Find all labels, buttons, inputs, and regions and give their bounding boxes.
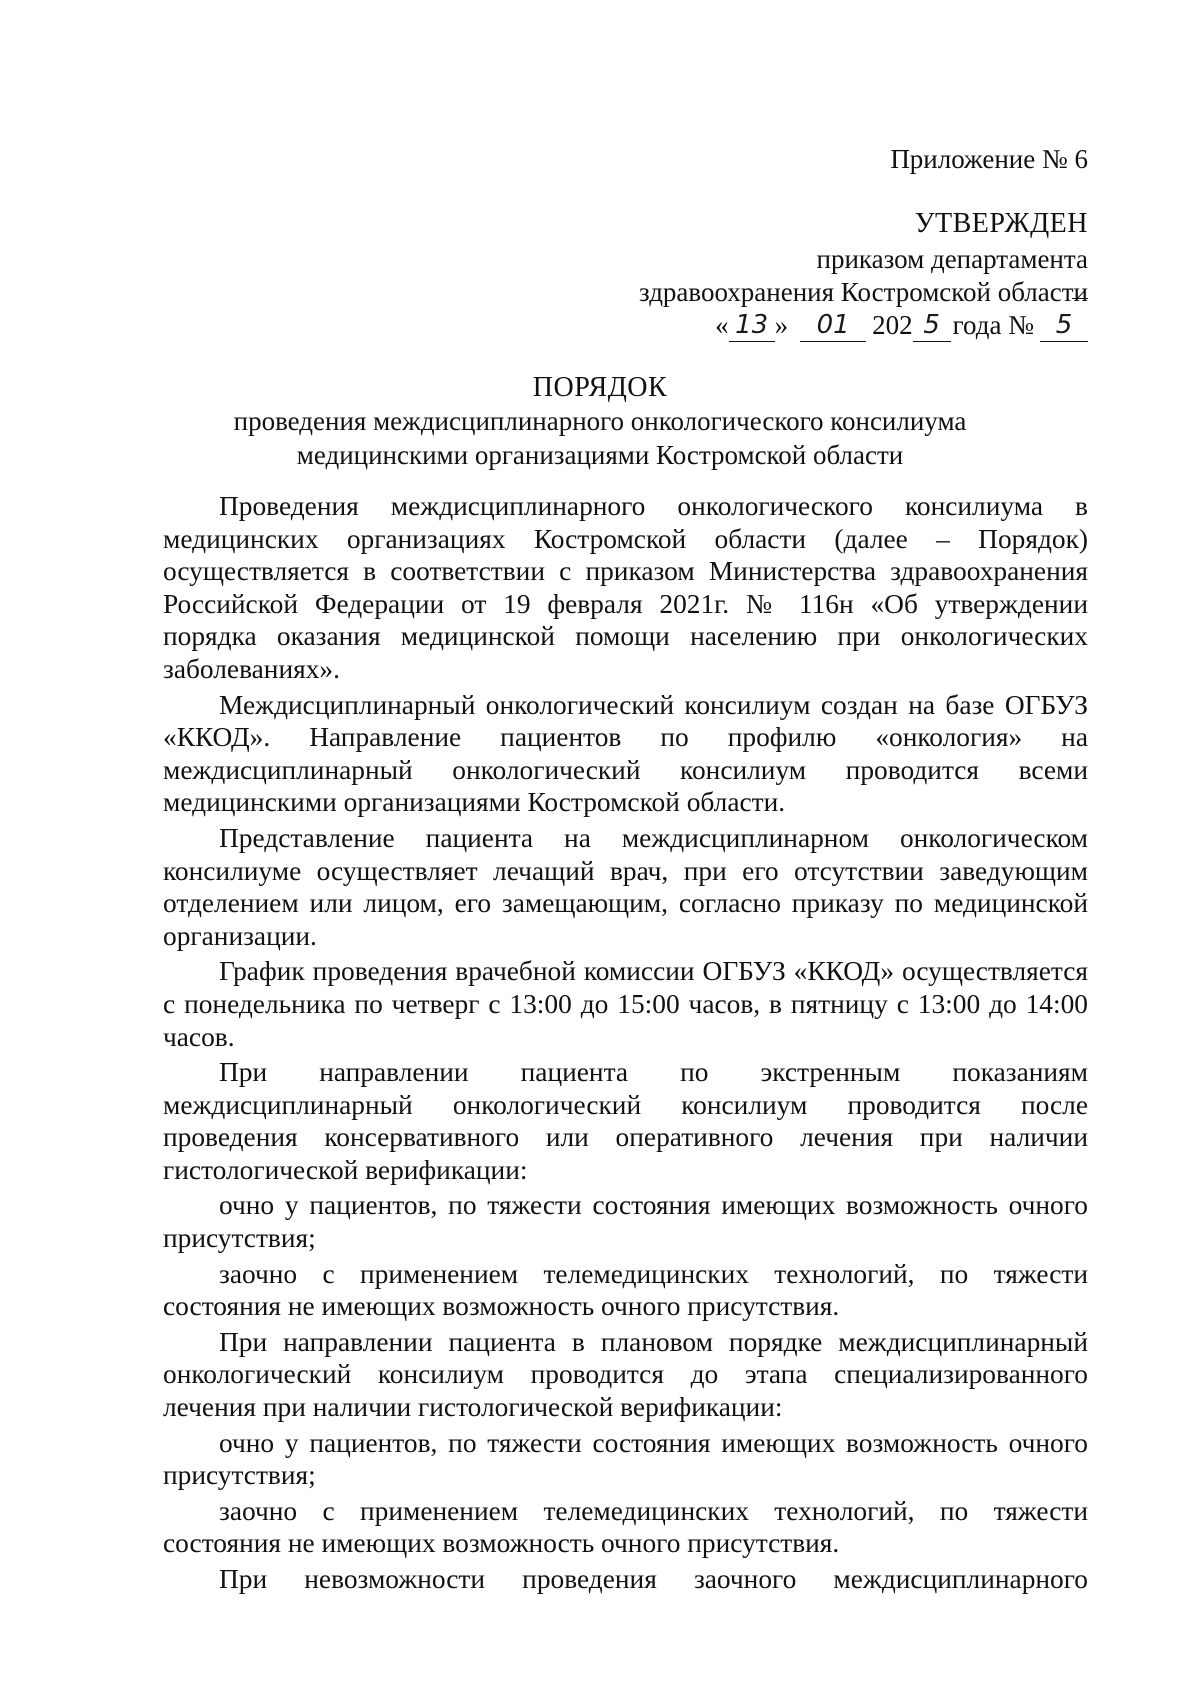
order-line-2: здравоохранения Костромской области: [639, 277, 1088, 307]
date-close-quote: »: [774, 310, 789, 340]
document-subtitle-line-2: медицинскими организациями Костромской области: [296, 440, 904, 470]
paragraph: При направлении пациента по экстренным показаниям междисциплинарный онкологический консилиум проводится после проведения консервативного или оперативного лечения при наличии гистологической верификации:: [163, 1057, 1088, 1185]
document-body: [163, 490, 1088, 1599]
date-day-handwritten: 13: [729, 311, 775, 342]
paragraph: заочно с применением телемедицинских технологий, по тяжести состояния не имеющих возможность очного присутствия.: [163, 1258, 1088, 1322]
document-title: ПОРЯДОК: [532, 372, 668, 403]
signature-underline: [1072, 298, 1088, 299]
order-date-line: [715, 308, 1088, 342]
paragraph: очно у пациентов, по тяжести состояния имеющих возможность очного присутствия;: [163, 1427, 1088, 1491]
paragraph: очно у пациентов, по тяжести состояния имеющих возможность очного присутствия;: [163, 1190, 1088, 1254]
paragraph: При направлении пациента в плановом порядке междисциплинарный онкологический консилиум проводится до этапа специализированного лечения при наличии гистологической верификации:: [163, 1326, 1088, 1423]
order-line-1: приказом департамента: [816, 244, 1088, 274]
annex-number: Приложение № 6: [890, 144, 1088, 174]
paragraph: заочно с применением телемедицинских технологий, по тяжести состояния не имеющих возможность очного присутствия.: [163, 1495, 1088, 1559]
approved-heading: УТВЕРЖДЕН: [914, 208, 1088, 239]
paragraph: Проведения междисциплинарного онкологического консилиума в медицинских организациях Костромской области (далее – Порядок) осуществляется в соответствии с приказом Министерства здравоохранения Российской Федерации от 19 февраля 2021г. № 116н «Об утверждении порядка оказания медицинской помощи населению при онкологических заболеваниях».: [163, 491, 1088, 684]
paragraph: Междисциплинарный онкологический консилиум создан на базе ОГБУЗ «ККОД». Направление пациентов по профилю «онкология» на междисциплинарный онкологический консилиум проводится всеми медицинскими организациями Костромской области.: [163, 689, 1088, 818]
paragraph: График проведения врачебной комиссии ОГБУЗ «ККОД» осуществляется с понедельника по четверг с 13:00 до 15:00 часов, в пятницу с 13:00 до 14:00 часов.: [163, 956, 1088, 1052]
paragraph: При невозможности проведения заочного междисциплинарного: [219, 1564, 1088, 1594]
date-open-quote: «: [715, 310, 729, 340]
date-month-handwritten: 01: [800, 311, 866, 342]
date-year-handwritten: 5: [913, 311, 951, 342]
paragraph: Представление пациента на междисциплинарном онкологическом консилиуме осуществляет лечащий врач, при его отсутствии заведующим отделением или лицом, его замещающим, согласно приказу по медицинской организации.: [163, 822, 1088, 951]
date-suffix: года №: [952, 310, 1034, 340]
document-subtitle-line-1: проведения междисциплинарного онкологического консилиума: [233, 406, 967, 436]
order-number-handwritten: 5: [1040, 311, 1088, 342]
date-year-prefix: 202: [872, 310, 913, 340]
